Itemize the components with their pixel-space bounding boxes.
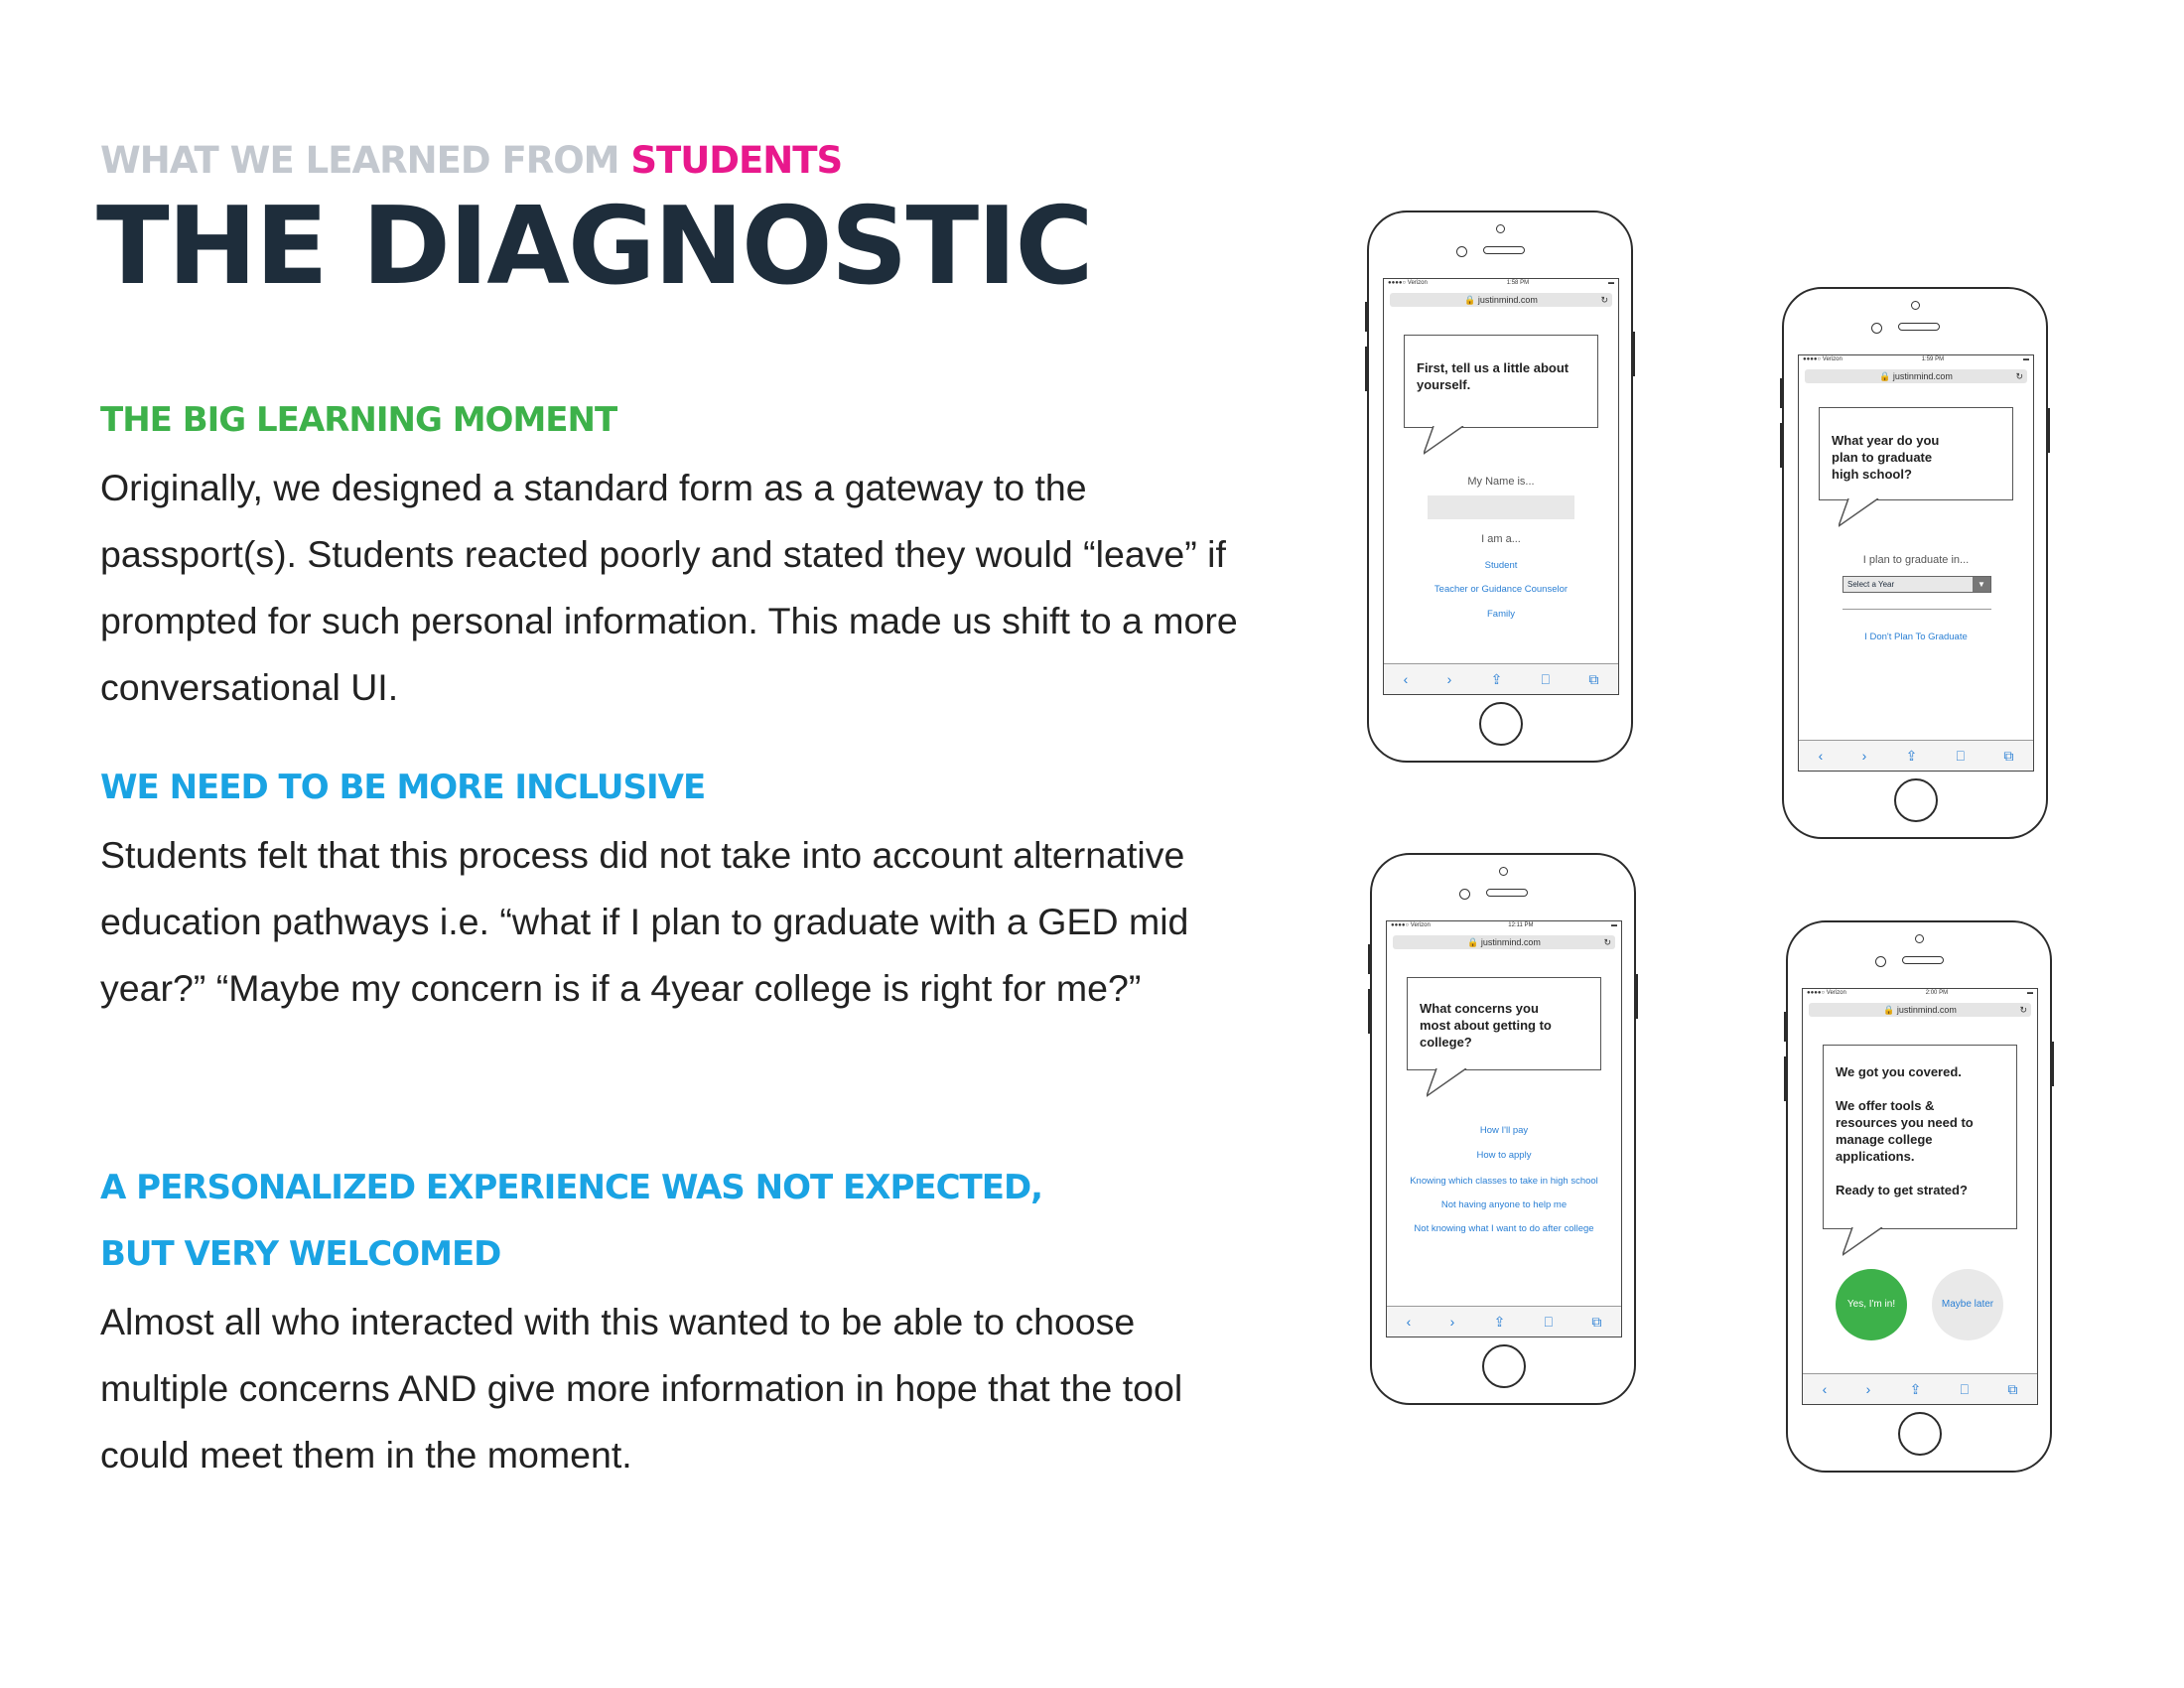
battery-icon: ▬: [2026, 990, 2033, 996]
camera-lens-icon: [1456, 246, 1467, 257]
carrier-text: ●●●●○ Verizon: [1803, 356, 1843, 362]
browser-toolbar: [1803, 1373, 2037, 1404]
forward-icon[interactable]: ›: [1865, 1381, 1871, 1397]
bookmarks-icon[interactable]: ⎕: [1960, 1380, 1970, 1397]
yes-button[interactable]: Yes, I'm in!: [1836, 1269, 1907, 1340]
year-select[interactable]: [1843, 576, 1991, 593]
chevron-down-icon: ▼: [1973, 577, 1990, 592]
eyebrow-accent: STUDENTS: [630, 139, 843, 182]
front-camera-icon: [1915, 934, 1924, 943]
url-bar[interactable]: 🔒 justinmind.com ↻: [1805, 369, 2027, 383]
tabs-icon[interactable]: ⧉: [1588, 670, 1599, 687]
concern-option-after-college[interactable]: Not knowing what I want to do after college: [1414, 1223, 1594, 1234]
carrier-text: ●●●●○ Verizon: [1391, 922, 1431, 928]
url-text: justinmind.com: [1896, 1005, 1957, 1015]
carrier-text: ●●●●○ Verizon: [1807, 990, 1846, 996]
share-icon[interactable]: ⇪: [1490, 670, 1503, 687]
concern-option-classes[interactable]: Knowing which classes to take in high school: [1410, 1176, 1598, 1187]
reload-icon[interactable]: ↻: [1603, 937, 1611, 947]
url-bar[interactable]: 🔒 justinmind.com ↻: [1390, 293, 1612, 307]
front-camera-icon: [1499, 867, 1508, 876]
tabs-icon[interactable]: ⧉: [1591, 1313, 1602, 1330]
tabs-icon[interactable]: ⧉: [2007, 1380, 2018, 1397]
reload-icon[interactable]: ↻: [2019, 1005, 2027, 1015]
phone-screen: [1798, 354, 2034, 772]
section-heading-learning-moment: THE BIG LEARNING MOMENT: [100, 400, 617, 440]
share-icon[interactable]: ⇪: [1905, 747, 1918, 764]
carrier-text: ●●●●○ Verizon: [1388, 280, 1428, 286]
eyebrow-prefix: WHAT WE LEARNED FROM: [100, 139, 619, 182]
camera-lens-icon: [1875, 956, 1886, 967]
maybe-later-button[interactable]: Maybe later: [1932, 1269, 2003, 1340]
section-heading-inclusive: WE NEED TO BE MORE INCLUSIVE: [100, 768, 706, 807]
url-bar[interactable]: 🔒 justinmind.com ↻: [1809, 1003, 2031, 1017]
name-label: My Name is...: [1467, 476, 1535, 488]
speaker-grille: [1898, 323, 1940, 331]
chat-bubble: What concerns you most about getting to college?: [1407, 977, 1601, 1070]
page-title: THE DIAGNOSTIC: [96, 185, 1092, 309]
bubble-line-tools: We offer tools & resources you need to manage college applications.: [1836, 1098, 1974, 1164]
graduate-label: I plan to graduate in...: [1862, 554, 1970, 566]
bubble-line-ready: Ready to get strated?: [1836, 1183, 1968, 1197]
status-time: 1:58 PM: [1506, 280, 1530, 286]
tabs-icon[interactable]: ⧉: [2003, 747, 2014, 764]
phone-mockup-concerns: [1370, 853, 1636, 1405]
option-family[interactable]: Family: [1487, 609, 1515, 620]
phone-screen: [1386, 920, 1622, 1337]
battery-icon: ▬: [1611, 922, 1617, 928]
front-camera-icon: [1911, 301, 1920, 310]
forward-icon[interactable]: ›: [1446, 671, 1452, 687]
share-icon[interactable]: ⇪: [1493, 1313, 1506, 1330]
option-teacher[interactable]: Teacher or Guidance Counselor: [1433, 584, 1569, 595]
bubble-tail: [1424, 426, 1483, 456]
bubble-tail: [1843, 1227, 1902, 1257]
chat-bubble: [1823, 1045, 2017, 1229]
select-value: Select a Year: [1847, 580, 1895, 589]
battery-icon: ▬: [2022, 356, 2029, 362]
status-time: 1:59 PM: [1921, 356, 1945, 362]
eyebrow: [100, 139, 842, 182]
phone-mockup-graduation-year: [1782, 287, 2048, 839]
chat-bubble: What year do you plan to graduate high school?: [1819, 407, 2013, 500]
phone-mockup-covered: [1786, 920, 2052, 1473]
phone-screen: [1383, 278, 1619, 695]
browser-toolbar: [1387, 1306, 1621, 1336]
concern-option-apply[interactable]: How to apply: [1476, 1150, 1532, 1161]
phone-mockup-about-yourself: [1367, 211, 1633, 763]
browser-toolbar: [1799, 740, 2033, 771]
role-label: I am a...: [1481, 533, 1521, 545]
url-text: justinmind.com: [1892, 371, 1953, 381]
back-icon[interactable]: ‹: [1822, 1381, 1828, 1397]
home-button[interactable]: [1898, 1412, 1942, 1456]
chat-bubble: First, tell us a little about yourself.: [1404, 335, 1598, 428]
phone-screen: [1802, 988, 2038, 1405]
reload-icon[interactable]: ↻: [2015, 371, 2023, 381]
speaker-grille: [1486, 889, 1528, 897]
bubble-tail: [1427, 1068, 1486, 1098]
home-button[interactable]: [1482, 1344, 1526, 1388]
back-icon[interactable]: ‹: [1406, 1314, 1412, 1330]
bookmarks-icon[interactable]: ⎕: [1956, 747, 1966, 764]
back-icon[interactable]: ‹: [1403, 671, 1409, 687]
url-text: justinmind.com: [1480, 937, 1541, 947]
share-icon[interactable]: ⇪: [1909, 1380, 1922, 1397]
battery-icon: ▬: [1607, 280, 1614, 286]
bookmarks-icon[interactable]: ⎕: [1541, 670, 1551, 687]
speaker-grille: [1902, 956, 1944, 964]
camera-lens-icon: [1459, 889, 1470, 900]
reload-icon[interactable]: ↻: [1600, 295, 1608, 305]
status-time: 12:11 PM: [1508, 922, 1534, 928]
status-time: 2:00 PM: [1925, 990, 1949, 996]
url-bar[interactable]: 🔒 justinmind.com ↻: [1393, 935, 1615, 949]
bubble-line-covered: We got you covered.: [1836, 1064, 1962, 1079]
divider: [1843, 609, 1991, 610]
speaker-grille: [1483, 246, 1525, 254]
section-heading-personalized-2: BUT VERY WELCOMED: [100, 1234, 501, 1274]
browser-toolbar: [1384, 663, 1618, 694]
no-graduate-link[interactable]: I Don't Plan To Graduate: [1864, 632, 1968, 642]
camera-lens-icon: [1871, 323, 1882, 334]
forward-icon[interactable]: ›: [1449, 1314, 1455, 1330]
back-icon[interactable]: ‹: [1818, 748, 1824, 764]
forward-icon[interactable]: ›: [1861, 748, 1867, 764]
option-student[interactable]: Student: [1484, 560, 1518, 571]
bookmarks-icon[interactable]: ⎕: [1544, 1313, 1554, 1330]
section-body-learning-moment: Originally, we designed a standard form as a gateway to the passport(s). Students reacted poorly and stated they would “leave” if prompted for such personal information. This made us shift to a more conversational UI.: [100, 467, 1238, 708]
concern-option-help[interactable]: Not having anyone to help me: [1440, 1199, 1568, 1210]
home-button[interactable]: [1894, 778, 1938, 822]
section-heading-personalized-1: A PERSONALIZED EXPERIENCE WAS NOT EXPECTED,: [100, 1168, 1043, 1207]
front-camera-icon: [1496, 224, 1505, 233]
section-body-personalized: Almost all who interacted with this wanted to be able to choose multiple concerns AND give more information in hope that the tool could meet them in the moment.: [100, 1301, 1183, 1476]
section-body-inclusive: Students felt that this process did not take into account alternative education pathways i.e. “what if I plan to graduate with a GED mid year?” “Maybe my concern is if a 4year college is right for me?”: [100, 834, 1189, 1009]
concern-option-pay[interactable]: How I'll pay: [1479, 1125, 1529, 1136]
url-text: justinmind.com: [1477, 295, 1538, 305]
home-button[interactable]: [1479, 702, 1523, 746]
name-input[interactable]: [1428, 495, 1574, 519]
bubble-tail: [1839, 498, 1898, 528]
